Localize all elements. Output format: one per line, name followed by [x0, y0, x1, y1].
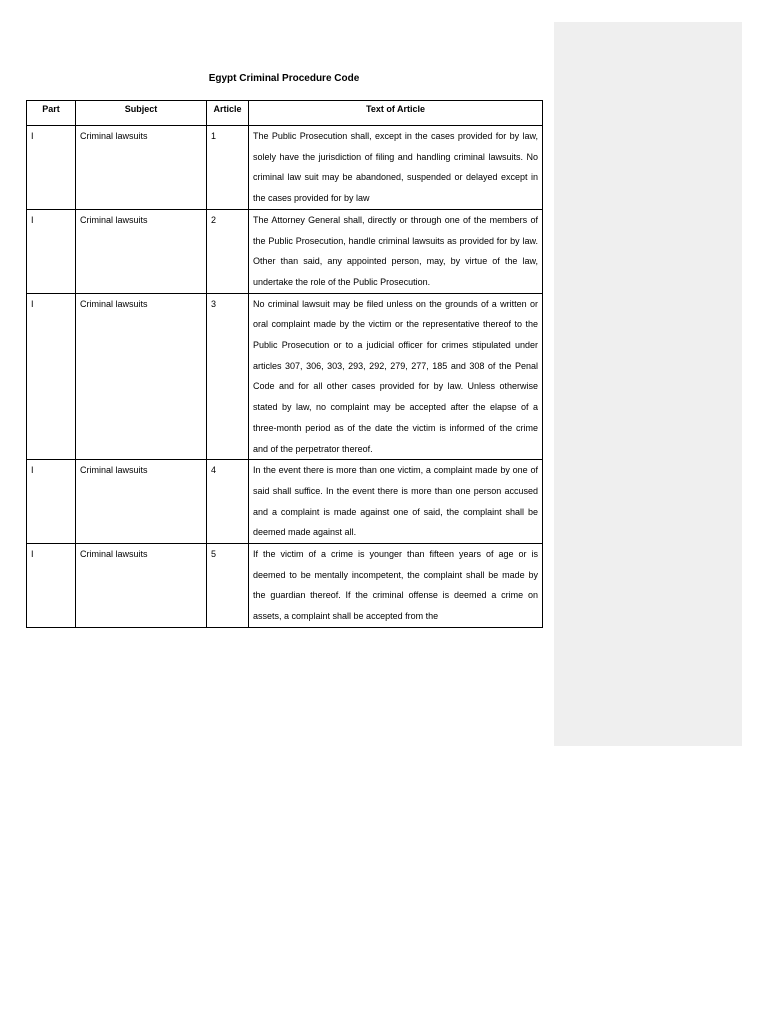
criminal-code-table — [26, 100, 543, 628]
header-text-of-article: Text of Article — [249, 101, 543, 126]
table-row — [27, 293, 543, 460]
cell-article: 2 — [207, 209, 249, 293]
cell-article: 1 — [207, 126, 249, 210]
cell-part: I — [27, 209, 76, 293]
cell-part: I — [27, 126, 76, 210]
table-row — [27, 460, 543, 544]
cell-article: 5 — [207, 544, 249, 628]
header-subject: Subject — [76, 101, 207, 126]
table-row — [27, 209, 543, 293]
cell-article: 4 — [207, 460, 249, 544]
header-article: Article — [207, 101, 249, 126]
cell-part: I — [27, 544, 76, 628]
cell-article: 3 — [207, 293, 249, 460]
cell-subject: Criminal lawsuits — [76, 209, 207, 293]
table-header-row — [27, 101, 543, 126]
cell-article-text: The Public Prosecution shall, except in the cases provided for by law, solely have the jurisdiction of filing and handling criminal lawsuits. No criminal law suit may be abandoned, suspended or delayed except in the cases provided for by law — [249, 126, 543, 210]
cell-subject: Criminal lawsuits — [76, 460, 207, 544]
cell-article-text: The Attorney General shall, directly or through one of the members of the Public Prosecution, handle criminal lawsuits as provided for by law. Other than said, any appointed person, may, by virtue of the law, undertake the role of the Public Prosecution. — [249, 209, 543, 293]
cell-article-text: If the victim of a crime is younger than fifteen years of age or is deemed to be mentally incompetent, the complaint shall be made by the guardian thereof. If the criminal offense is deemed a crime on assets, a complaint shall be accepted from the — [249, 544, 543, 628]
cell-subject: Criminal lawsuits — [76, 544, 207, 628]
table-row — [27, 544, 543, 628]
cell-article-text: In the event there is more than one victim, a complaint made by one of said shall suffice. In the event there is more than one person accused and a complaint is made against one of said, the complaint shall be deemed made against all. — [249, 460, 543, 544]
document-title: Egypt Criminal Procedure Code — [208, 73, 360, 84]
header-part: Part — [27, 101, 76, 126]
cell-part: I — [27, 293, 76, 460]
cell-subject: Criminal lawsuits — [76, 293, 207, 460]
comment-pane — [554, 22, 742, 746]
cell-article-text: No criminal lawsuit may be filed unless on the grounds of a written or oral complaint made by the victim or the representative thereof to the Public Prosecution or to a judicial officer for crimes stipulated under articles 307, 306, 303, 293, 292, 279, 277, 185 and 308 of the Penal Code and for all other cases provided for by law. Unless otherwise stated by law, no complaint may be accepted after the elapse of a three-month period as of the date the victim is informed of the crime and of the perpetrator thereof. — [249, 293, 543, 460]
table-row — [27, 126, 543, 210]
cell-subject: Criminal lawsuits — [76, 126, 207, 210]
cell-part: I — [27, 460, 76, 544]
